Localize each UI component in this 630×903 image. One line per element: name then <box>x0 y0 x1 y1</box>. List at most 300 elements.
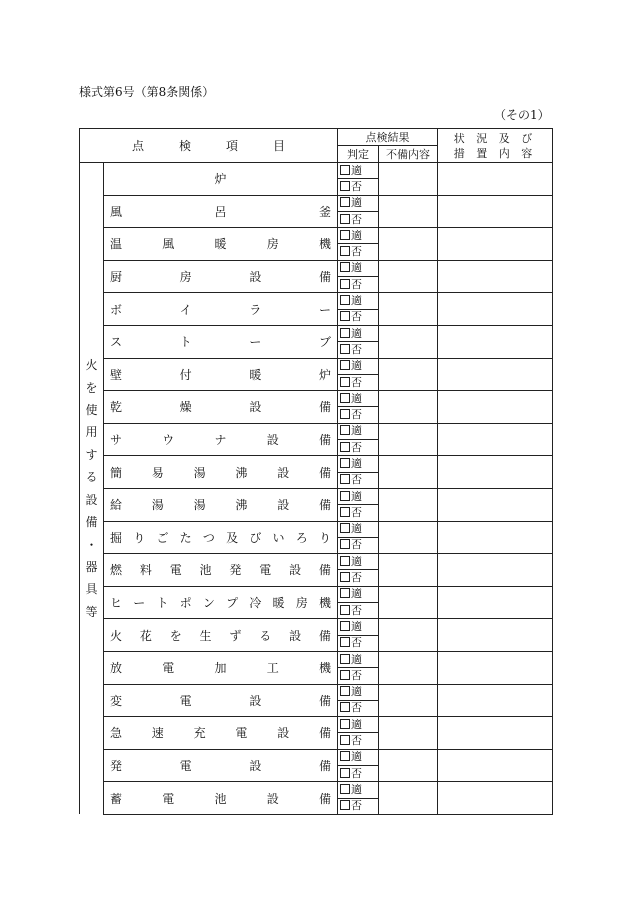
defect-cell[interactable] <box>379 521 438 554</box>
table-row <box>80 619 553 635</box>
item-name-char: る <box>259 628 272 643</box>
item-name-char: 設 <box>277 465 290 480</box>
item-name-char: 機 <box>318 237 331 252</box>
item-name-char: 設 <box>249 400 262 415</box>
checkbox[interactable] <box>340 409 350 419</box>
checkbox[interactable] <box>340 572 350 582</box>
checkbox[interactable] <box>340 491 350 501</box>
checkbox[interactable] <box>340 295 350 305</box>
item-name-char: を <box>169 628 182 643</box>
defect-cell[interactable] <box>379 260 438 293</box>
item-name-char: 湯 <box>193 498 206 513</box>
judgement-option[interactable] <box>338 391 379 407</box>
judgement-option-label: 適 <box>351 456 362 470</box>
defect-cell[interactable] <box>379 195 438 228</box>
checkbox[interactable] <box>340 165 350 175</box>
item-name-char: 炉 <box>318 367 331 382</box>
judgement-option[interactable] <box>338 293 379 309</box>
checkbox[interactable] <box>340 719 350 729</box>
item-name <box>110 594 331 611</box>
item-name-cell <box>104 228 338 261</box>
status-cell[interactable] <box>438 684 553 717</box>
checkbox[interactable] <box>340 442 350 452</box>
item-name <box>110 398 331 415</box>
judgement-option[interactable] <box>338 374 379 390</box>
defect-cell[interactable] <box>379 782 438 815</box>
judgement-option[interactable] <box>338 733 379 749</box>
item-name-char: 加 <box>214 661 227 676</box>
checkbox[interactable] <box>340 197 350 207</box>
item-name-char: 風 <box>110 204 123 219</box>
item-name-char: 備 <box>318 433 331 448</box>
item-name <box>110 333 331 350</box>
judgement-option[interactable] <box>338 765 379 781</box>
item-name-char: ナ <box>214 433 227 448</box>
judgement-option-label: 適 <box>351 391 362 405</box>
judgement-option[interactable] <box>338 179 379 195</box>
item-name-char: 設 <box>277 726 290 741</box>
judgement-option[interactable] <box>338 505 379 521</box>
item-name-char: 掘 <box>110 530 123 545</box>
item-name-char: 備 <box>318 400 331 415</box>
status-cell[interactable] <box>438 651 553 684</box>
item-name-char: 機 <box>318 661 331 676</box>
checkbox[interactable] <box>340 654 350 664</box>
item-name <box>110 692 331 709</box>
status-cell[interactable] <box>438 195 553 228</box>
table-row <box>80 423 553 439</box>
item-name-char: 料 <box>139 563 152 578</box>
status-cell[interactable] <box>438 293 553 326</box>
item-name-char: 房 <box>179 270 192 285</box>
item-name-char: ポ <box>179 596 192 611</box>
judgement-option[interactable] <box>338 358 379 374</box>
status-cell[interactable] <box>438 456 553 489</box>
table-row <box>80 684 553 700</box>
item-name-char: 湯 <box>193 465 206 480</box>
checkbox[interactable] <box>340 800 350 810</box>
item-name-cell <box>104 749 338 782</box>
defect-cell[interactable] <box>379 456 438 489</box>
item-name-char: い <box>272 530 285 545</box>
item-name <box>110 170 331 187</box>
item-name-cell <box>104 586 338 619</box>
defect-cell[interactable] <box>379 163 438 196</box>
item-name-char: 壁 <box>110 367 123 382</box>
judgement-option-label: 適 <box>351 163 362 177</box>
item-name-char: 暖 <box>272 596 285 611</box>
item-name-char: 速 <box>151 726 164 741</box>
judgement-option-label: 否 <box>351 440 362 454</box>
item-name-char: 池 <box>214 791 227 806</box>
header-status <box>438 129 553 163</box>
inspection-table <box>79 128 553 815</box>
category-label-char: 火 <box>85 358 98 373</box>
category-label-char: 備 <box>85 515 98 530</box>
status-cell[interactable] <box>438 586 553 619</box>
item-name-char: 備 <box>318 465 331 480</box>
judgement-option[interactable] <box>338 195 379 211</box>
defect-cell[interactable] <box>379 586 438 619</box>
status-cell[interactable] <box>438 325 553 358</box>
header-result: 点検結果 <box>338 129 438 146</box>
judgement-option-label: 適 <box>351 750 362 764</box>
judgement-option-label: 適 <box>351 294 362 308</box>
judgement-option-label: 適 <box>351 196 362 210</box>
table-row <box>80 456 553 472</box>
item-name-cell <box>104 488 338 521</box>
table-row <box>80 391 553 407</box>
item-name-cell <box>104 717 338 750</box>
judgement-option-label: 否 <box>351 766 362 780</box>
judgement-option[interactable] <box>338 717 379 733</box>
checkbox[interactable] <box>340 328 350 338</box>
checkbox[interactable] <box>340 214 350 224</box>
item-name-char: 設 <box>266 791 279 806</box>
item-name-char: 電 <box>162 791 175 806</box>
status-cell[interactable] <box>438 260 553 293</box>
item-name-char: 設 <box>249 693 262 708</box>
item-name-char: ろ <box>295 530 308 545</box>
header-item-char: 目 <box>272 139 285 153</box>
judgement-option[interactable] <box>338 668 379 684</box>
item-name-cell <box>104 391 338 424</box>
item-name-char: 沸 <box>235 498 248 513</box>
category-label-char: ・ <box>85 537 98 552</box>
judgement-option-label: 適 <box>351 652 362 666</box>
item-name-char: 風 <box>162 237 175 252</box>
defect-cell[interactable] <box>379 391 438 424</box>
item-name <box>110 464 331 481</box>
judgement-option-label: 否 <box>351 408 362 422</box>
judgement-option-label: 適 <box>351 554 362 568</box>
defect-cell[interactable] <box>379 228 438 261</box>
item-name-char: 花 <box>139 628 152 643</box>
item-name <box>110 203 331 220</box>
item-name-char: 設 <box>289 563 302 578</box>
item-name-char: 電 <box>235 726 248 741</box>
header-defect: 不備内容 <box>379 146 438 163</box>
item-name-char: 燥 <box>179 400 192 415</box>
header-inspection-item <box>80 129 338 163</box>
table-row <box>80 521 553 537</box>
table-row <box>80 358 553 374</box>
status-cell[interactable] <box>438 488 553 521</box>
item-name-char: 冷 <box>249 596 262 611</box>
item-name <box>110 757 331 774</box>
judgement-option-label: 否 <box>351 375 362 389</box>
judgement-option-label: 適 <box>351 685 362 699</box>
judgement-option-label: 否 <box>351 701 362 715</box>
judgement-option-label: 否 <box>351 212 362 226</box>
category-label-char: 具 <box>85 582 98 597</box>
item-name-cell <box>104 325 338 358</box>
checkbox[interactable] <box>340 474 350 484</box>
item-name-cell <box>104 195 338 228</box>
item-name <box>110 659 331 676</box>
status-cell[interactable] <box>438 521 553 554</box>
judgement-option-label: 否 <box>351 505 362 519</box>
judgement-option[interactable] <box>338 798 379 814</box>
judgement-option-label: 適 <box>351 782 362 796</box>
checkbox[interactable] <box>340 637 350 647</box>
defect-cell[interactable] <box>379 293 438 326</box>
judgement-option-label: 否 <box>351 799 362 813</box>
item-name-char: 給 <box>110 498 123 513</box>
judgement-option[interactable] <box>338 456 379 472</box>
checkbox[interactable] <box>340 262 350 272</box>
status-cell[interactable] <box>438 391 553 424</box>
judgement-option[interactable] <box>338 521 379 537</box>
item-name-char: サ <box>110 433 123 448</box>
status-cell[interactable] <box>438 749 553 782</box>
judgement-option-label: 否 <box>351 636 362 650</box>
checkbox[interactable] <box>340 702 350 712</box>
checkbox[interactable] <box>340 523 350 533</box>
item-name <box>110 529 331 546</box>
item-name-char: 炉 <box>214 172 227 187</box>
judgement-option-label: 否 <box>351 603 362 617</box>
status-cell[interactable] <box>438 619 553 652</box>
item-name-cell <box>104 423 338 456</box>
item-name-char: ボ <box>110 302 123 317</box>
item-name <box>110 627 331 644</box>
judgement-option[interactable] <box>338 163 379 179</box>
checkbox[interactable] <box>340 507 350 517</box>
category-label-char: 設 <box>85 492 98 507</box>
table-row <box>80 325 553 341</box>
item-name-char: 電 <box>259 563 272 578</box>
item-name <box>110 496 331 513</box>
status-cell[interactable] <box>438 163 553 196</box>
header-item-char: 検 <box>178 139 191 153</box>
checkbox[interactable] <box>340 181 350 191</box>
judgement-option[interactable] <box>338 228 379 244</box>
item-name-char: 備 <box>318 563 331 578</box>
checkbox[interactable] <box>340 393 350 403</box>
item-name-char: ト <box>156 596 169 611</box>
judgement-option-label: 適 <box>351 228 362 242</box>
item-name-char: 備 <box>318 270 331 285</box>
judgement-option[interactable] <box>338 586 379 602</box>
checkbox[interactable] <box>340 588 350 598</box>
item-name-char: 付 <box>179 367 192 382</box>
item-name-char: た <box>179 530 192 545</box>
judgement-option-label: 否 <box>351 179 362 193</box>
item-name-char: 設 <box>289 628 302 643</box>
checkbox[interactable] <box>340 425 350 435</box>
judgement-option[interactable] <box>338 554 379 570</box>
judgement-option[interactable] <box>338 277 379 293</box>
item-name-char: 発 <box>229 563 242 578</box>
judgement-option[interactable] <box>338 423 379 439</box>
item-name-char: 発 <box>110 758 123 773</box>
table-row <box>80 488 553 504</box>
judgement-option-label: 適 <box>351 326 362 340</box>
checkbox[interactable] <box>340 230 350 240</box>
item-name-char: 電 <box>162 661 175 676</box>
judgement-option-label: 否 <box>351 342 362 356</box>
item-name-cell <box>104 684 338 717</box>
defect-cell[interactable] <box>379 554 438 587</box>
judgement-option[interactable] <box>338 700 379 716</box>
judgement-option-label: 否 <box>351 571 362 585</box>
table-row <box>80 163 553 179</box>
category-label-char: る <box>85 470 98 485</box>
checkbox[interactable] <box>340 377 350 387</box>
header-judgement: 判定 <box>338 146 379 163</box>
item-name-char: 池 <box>199 563 212 578</box>
checkbox[interactable] <box>340 458 350 468</box>
table-row <box>80 782 553 798</box>
item-name <box>110 561 331 578</box>
item-name-char: 設 <box>277 498 290 513</box>
judgement-option[interactable] <box>338 488 379 504</box>
judgement-option-label: 適 <box>351 522 362 536</box>
header-item-char: 項 <box>225 139 238 153</box>
checkbox[interactable] <box>340 344 350 354</box>
defect-cell[interactable] <box>379 717 438 750</box>
category-label-char: 器 <box>85 559 98 574</box>
category-label <box>85 354 97 623</box>
item-name-cell <box>104 554 338 587</box>
judgement-option[interactable] <box>338 260 379 276</box>
defect-cell[interactable] <box>379 325 438 358</box>
checkbox[interactable] <box>340 279 350 289</box>
judgement-option[interactable] <box>338 472 379 488</box>
item-name-char: 放 <box>110 661 123 676</box>
defect-cell[interactable] <box>379 684 438 717</box>
judgement-option-label: 否 <box>351 310 362 324</box>
checkbox[interactable] <box>340 751 350 761</box>
status-cell[interactable] <box>438 228 553 261</box>
item-name-char: イ <box>179 302 192 317</box>
table-row <box>80 195 553 211</box>
item-name-char: つ <box>202 530 215 545</box>
item-name-char: 湯 <box>151 498 164 513</box>
judgement-option[interactable] <box>338 603 379 619</box>
item-name-char: 火 <box>110 628 123 643</box>
judgement-option[interactable] <box>338 244 379 260</box>
judgement-option[interactable] <box>338 325 379 341</box>
item-name <box>110 235 331 252</box>
judgement-option[interactable] <box>338 309 379 325</box>
checkbox[interactable] <box>340 360 350 370</box>
checkbox[interactable] <box>340 768 350 778</box>
judgement-option[interactable] <box>338 440 379 456</box>
judgement-option[interactable] <box>338 684 379 700</box>
item-name-char: ラ <box>249 302 262 317</box>
item-name-char: ス <box>110 335 123 350</box>
judgement-option-label: 否 <box>351 277 362 291</box>
status-cell[interactable] <box>438 423 553 456</box>
item-name-char: ブ <box>318 335 331 350</box>
checkbox[interactable] <box>340 246 350 256</box>
judgement-option-label: 否 <box>351 473 362 487</box>
item-name-char: 温 <box>110 237 123 252</box>
checkbox[interactable] <box>340 539 350 549</box>
item-name-cell <box>104 619 338 652</box>
item-name-char: ン <box>202 596 215 611</box>
form-part-label: （その1） <box>494 108 550 122</box>
status-cell[interactable] <box>438 782 553 815</box>
item-name-char: 備 <box>318 693 331 708</box>
item-name-char: り <box>318 530 331 545</box>
item-name-char: 及 <box>226 530 239 545</box>
checkbox[interactable] <box>340 670 350 680</box>
defect-cell[interactable] <box>379 423 438 456</box>
judgement-option[interactable] <box>338 211 379 227</box>
header-item-char: 点 <box>132 139 145 153</box>
judgement-option[interactable] <box>338 749 379 765</box>
judgement-option[interactable] <box>338 782 379 798</box>
item-name-char: プ <box>226 596 239 611</box>
item-name-char: り <box>133 530 146 545</box>
checkbox[interactable] <box>340 605 350 615</box>
status-cell[interactable] <box>438 554 553 587</box>
status-cell[interactable] <box>438 358 553 391</box>
judgement-option[interactable] <box>338 342 379 358</box>
checkbox[interactable] <box>340 621 350 631</box>
table-row <box>80 749 553 765</box>
category-label-char: 等 <box>85 604 98 619</box>
category-label-char: 用 <box>85 425 98 440</box>
judgement-option-label: 適 <box>351 359 362 373</box>
table-row <box>80 293 553 309</box>
judgement-option[interactable] <box>338 407 379 423</box>
checkbox[interactable] <box>340 556 350 566</box>
item-name-char: ー <box>318 302 331 317</box>
item-name-char: 備 <box>318 758 331 773</box>
status-cell[interactable] <box>438 717 553 750</box>
defect-cell[interactable] <box>379 749 438 782</box>
judgement-option[interactable] <box>338 570 379 586</box>
judgement-option[interactable] <box>338 537 379 553</box>
checkbox[interactable] <box>340 686 350 696</box>
item-name-char: 暖 <box>249 367 262 382</box>
item-name <box>110 366 331 383</box>
judgement-option[interactable] <box>338 619 379 635</box>
item-name-char: 生 <box>199 628 212 643</box>
item-name-char: 暖 <box>214 237 227 252</box>
checkbox[interactable] <box>340 784 350 794</box>
item-name-char: 急 <box>110 726 123 741</box>
defect-cell[interactable] <box>379 358 438 391</box>
item-name-char: 備 <box>318 726 331 741</box>
item-name <box>110 790 331 807</box>
judgement-option-label: 適 <box>351 424 362 438</box>
judgement-option-label: 否 <box>351 668 362 682</box>
item-name-char: 房 <box>266 237 279 252</box>
checkbox[interactable] <box>340 311 350 321</box>
item-name-char: 電 <box>179 758 192 773</box>
table-row <box>80 717 553 733</box>
table-row <box>80 554 553 570</box>
item-name-char: ト <box>179 335 192 350</box>
defect-cell[interactable] <box>379 651 438 684</box>
item-name-char: 乾 <box>110 400 123 415</box>
judgement-option[interactable] <box>338 635 379 651</box>
defect-cell[interactable] <box>379 488 438 521</box>
defect-cell[interactable] <box>379 619 438 652</box>
judgement-option[interactable] <box>338 651 379 667</box>
category-label-char: 使 <box>85 403 98 418</box>
table-row <box>80 586 553 602</box>
item-name-char: 備 <box>318 498 331 513</box>
checkbox[interactable] <box>340 735 350 745</box>
header-status-line2: 措 置 内 容 <box>453 146 537 160</box>
item-name-char: 充 <box>193 726 206 741</box>
